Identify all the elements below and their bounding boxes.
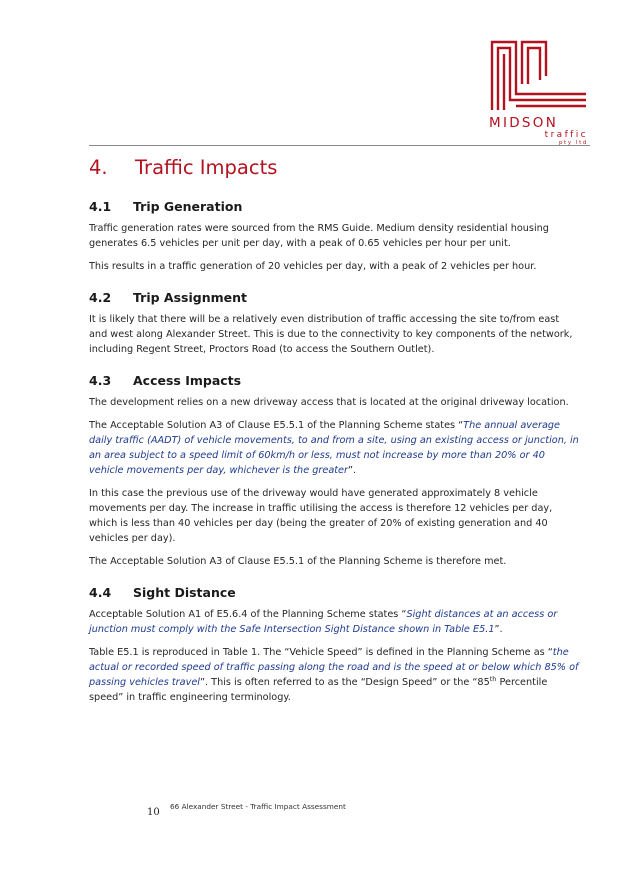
page-content [89,156,579,713]
paragraph-with-quote [89,645,579,705]
section-title: Sight Distance [133,585,236,600]
paragraph-text: ”. [348,465,357,476]
header-divider [89,145,590,146]
paragraph-with-quote [89,607,579,637]
paragraph: The development relies on a new driveway access that is located at the original driveway location. [89,397,569,408]
section-number: 4.1 [89,199,112,214]
logo-tagline: traffic [544,130,588,140]
planning-scheme-quote: Sight distances at an access or junction must comply with the Safe Intersection Sight Distance shown in Table E5.1 [89,609,558,635]
section-heading [89,373,579,388]
page-number: 10 [147,807,160,818]
superscript: th [489,674,497,683]
section-title: Trip Assignment [133,290,247,305]
paragraph-text: Table E5.1 is reproduced in Table 1. The “Vehicle Speed” is defined in the Planning Scheme as “ [89,647,553,658]
section-heading [89,199,579,214]
paragraph-text: ”. [494,624,503,635]
paragraph: Traffic generation rates were sourced from the RMS Guide. Medium density residential housing generates 6.5 vehicles per unit per day, with a peak of 0.65 vehicles per hour per unit. [89,223,549,249]
planning-scheme-quote: the actual or recorded speed of traffic passing along the road and is the speed at or below which 85% of passing vehicles travel [89,647,579,688]
paragraph: It is likely that there will be a relatively even distribution of traffic accessing the site to/from east and west along Alexander Street. This is due to the connectivity to key components of the network, including Regent Street, Proctors Road (to access the Southern Outlet). [89,314,573,355]
section-title: Trip Generation [133,199,243,214]
heading-title: Traffic Impacts [135,156,278,179]
section-number: 4.3 [89,373,112,388]
heading-number: 4. [89,156,108,179]
company-logo [482,36,592,148]
paragraph-text: The Acceptable Solution A3 of Clause E5.5.1 of the Planning Scheme states “ [89,420,464,431]
footer-title: 66 Alexander Street - Traffic Impact Assessment [170,802,346,811]
paragraph: The Acceptable Solution A3 of Clause E5.5.1 of the Planning Scheme is therefore met. [89,556,507,567]
section-title: Access Impacts [133,373,242,388]
section-number: 4.2 [89,290,112,305]
midson-logo-mark-icon [488,36,588,110]
section-heading [89,290,579,305]
paragraph: This results in a traffic generation of 20 vehicles per day, with a peak of 2 vehicles per hour. [89,261,537,272]
paragraph: In this case the previous use of the driveway would have generated approximately 8 vehicle movements per day. The increase in traffic utilising the access is therefore 12 vehicles per day, which is less than 40 vehicles per day (being the greater of 20% of existing generation and 40 vehicles per day). [89,488,553,544]
paragraph-text: ”. This is often referred to as the “Design Speed” or the “85 [199,677,490,688]
paragraph-text: Acceptable Solution A1 of E5.6.4 of the Planning Scheme states “ [89,609,407,620]
section-number: 4.4 [89,585,112,600]
paragraph-with-quote [89,418,579,478]
planning-scheme-quote: The annual average daily traffic (AADT) of vehicle movements, to and from a site, using an existing access or junction, in an area subject to a speed limit of 60km/h or less, must not increase by more than 20% or 40 vehicle movements per day, whichever is the greater [89,420,579,476]
page-title [89,156,579,179]
logo-name: MIDSON [489,115,559,131]
section-heading [89,585,579,600]
logo-suffix: pty ltd [558,140,588,146]
paragraph-text: Percentile speed” in traffic engineering terminology. [89,677,548,703]
